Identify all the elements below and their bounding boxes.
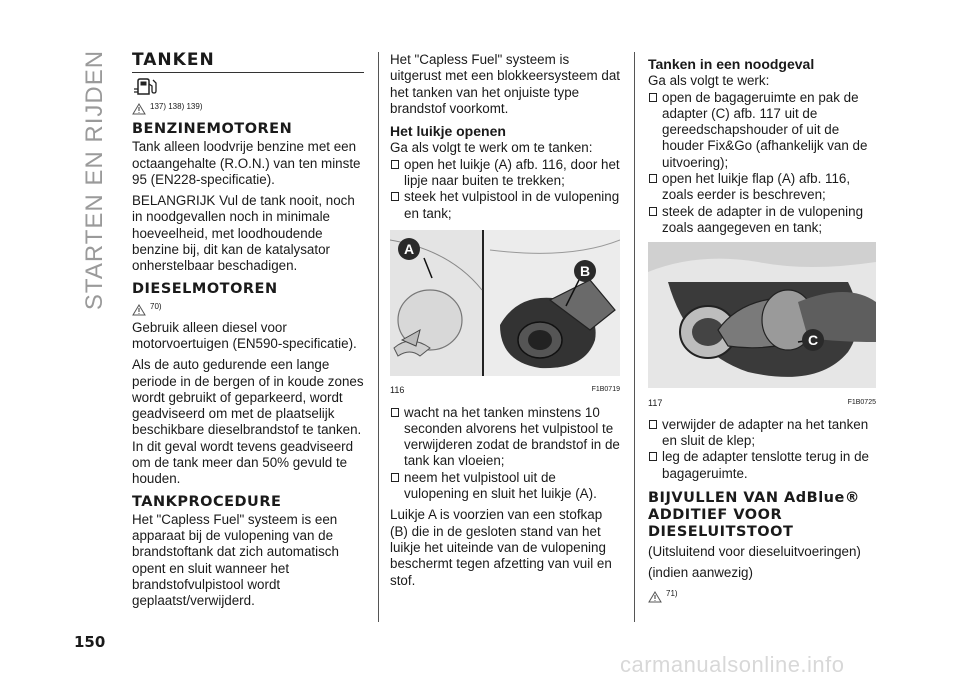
diesel-paragraph-2: Als de auto gedurende een lange periode in de bergen of in koude zones wordt gebruikt of geparkeerd, wordt geadviseerd om met de plaatselijk beschikbare dieselbrandstof te tanken. In dit geval wordt tevens geadviseerd om de tank meer dan 50% gevuld te houden. (132, 357, 364, 487)
procedure-paragraph-1: Het "Capless Fuel" systeem is een apparaat bij de vulopening van de brandstoftank dat zich automatisch opent en sluit wanneer het brandstofvulpistool wordt geplaatst/verwijderd. (132, 511, 339, 609)
title-rule (132, 72, 364, 73)
figure-116-caption (390, 382, 620, 398)
heading-benzine: BENZINEMOTOREN (132, 121, 293, 138)
fuel-pump-icon (132, 77, 364, 97)
adblue-paragraph-2: (indien aanwezig) (648, 565, 753, 581)
adblue-paragraph-1: (Uitsluitend voor dieseluitvoeringen) (648, 544, 861, 560)
figure-label-b: B (574, 260, 596, 282)
warning-ref-adblue (648, 587, 876, 603)
figure-number: 117 (648, 397, 663, 408)
warning-refs-text: 137) 138) 139) (150, 102, 203, 111)
capless-paragraph: Het "Capless Fuel" systeem is uitgerust met een blokkeersysteem dat het tanken van het onjuiste type brandstof voorkomt. (390, 52, 620, 116)
warning-hand-icon (132, 304, 146, 316)
list-item: leg de adapter tenslotte terug in de bagageruimte. (648, 449, 876, 482)
heading-open-flap: Het luikje openen (390, 123, 506, 140)
warning-hand-icon (132, 103, 146, 115)
benzine-paragraph-2: BELANGRIJK Vul de tank nooit, noch in noodgevallen noch in minimale hoeveelheid, met loodhoudende benzine bij, dit kan de katalysator onherstelbaar beschadigen. (132, 193, 355, 274)
heading-procedure: TANKPROCEDURE (132, 493, 282, 510)
warning-ref-adblue-text: 71) (666, 589, 678, 599)
figure-code: F1B0719 (591, 386, 620, 394)
heading-emergency: Tanken in een noodgeval (648, 56, 815, 72)
stofkap-paragraph: Luikje A is voorzien van een stofkap (B) die in de gesloten stand van het luikje het uiteinde van de vulopening beschermt tegen afzetting van vuil en stof. (390, 507, 612, 588)
heading-diesel: DIESELMOTOREN (132, 280, 278, 297)
page-title: TANKEN (132, 50, 215, 70)
list-item: steek het vulpistool in de vulopening en tank; (390, 189, 620, 222)
watermark: carmanualsonline.info (620, 652, 845, 677)
emergency-intro: Ga als volgt te werk: (648, 73, 770, 89)
column-divider-1 (378, 52, 379, 622)
warning-ref-diesel (132, 300, 364, 316)
open-intro: Ga als volgt te werk om te tanken: (390, 140, 593, 156)
section-side-title (80, 49, 110, 311)
heading-adblue: BIJVULLEN VAN AdBlue® ADDITIEF VOOR DIESELUITSTOOT (648, 490, 860, 541)
list-item: wacht na het tanken minstens 10 seconden alvorens het vulpistool te verwijderen zodat de brandstof in de tank kan vloeien; (390, 405, 620, 470)
page-number: 150 (74, 633, 106, 651)
list-item: open de bagageruimte en pak de adapter (C) afb. 117 uit de gereedschapshouder of uit de houder Fix&Go (afhankelijk van de uitvoering); (648, 90, 876, 171)
list-item: open het luikje (A) afb. 116, door het lipje naar buiten te trekken; (390, 157, 620, 190)
section-side-title-text: STARTEN EN RIJDEN (81, 49, 108, 311)
warning-hand-icon (648, 591, 662, 603)
list-item: steek de adapter in de vulopening zoals aangegeven en tank; (648, 204, 876, 237)
figure-116 (390, 230, 620, 399)
warning-ref-diesel-text: 70) (150, 302, 162, 312)
figure-code: F1B0725 (847, 398, 876, 406)
figure-label-c: C (802, 329, 824, 351)
diesel-paragraph-1: Gebruik alleen diesel voor motorvoertuigen (EN590-specificatie). (132, 319, 357, 351)
figure-117-caption (648, 395, 876, 411)
figure-117 (648, 242, 876, 411)
column-1 (132, 52, 364, 614)
column-divider-2 (634, 52, 635, 622)
benzine-paragraph-1: Tank alleen loodvrije benzine met een octaangehalte (R.O.N.) van ten minste 95 (EN228-specificatie). (132, 139, 361, 187)
adapter-illustration (648, 242, 876, 388)
column-3 (648, 52, 876, 607)
figure-number: 116 (390, 385, 405, 396)
list-item: verwijder de adapter na het tanken en sluit de klep; (648, 417, 876, 450)
list-item: neem het vulpistool uit de vulopening en sluit het luikje (A). (390, 470, 620, 503)
list-item: open het luikje flap (A) afb. 116, zoals eerder is beschreven; (648, 171, 876, 204)
warning-refs-top (132, 99, 364, 115)
figure-label-a: A (398, 238, 420, 260)
column-2 (390, 52, 620, 594)
fuel-flap-illustration (390, 230, 620, 376)
